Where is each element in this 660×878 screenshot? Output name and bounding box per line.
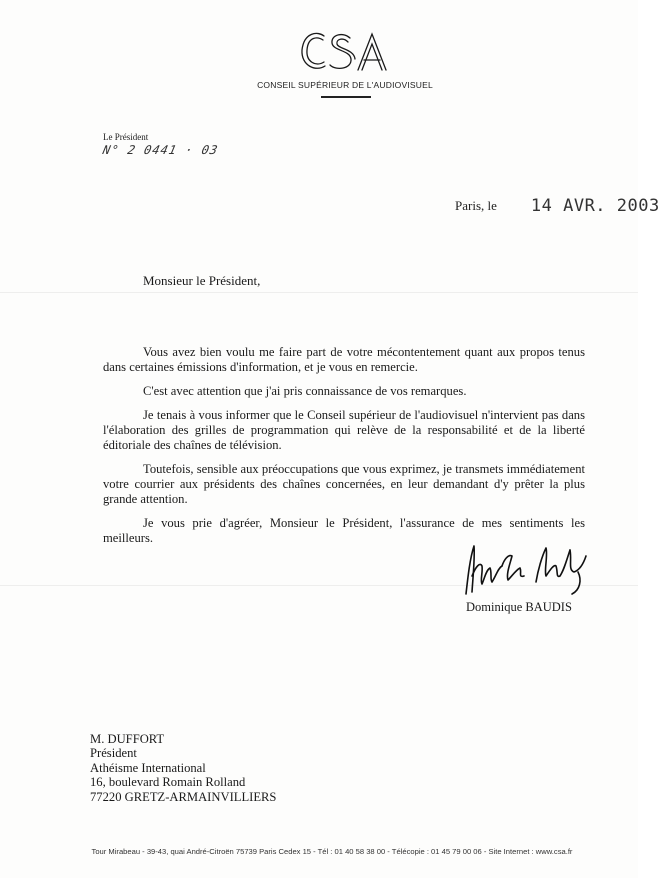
letter-body — [103, 345, 585, 546]
body-paragraph: C'est avec attention que j'ai pris connaissance de vos remarques. — [143, 384, 467, 398]
salutation: Monsieur le Président, — [143, 273, 261, 288]
csa-logo — [298, 28, 388, 76]
date-city: Paris, le — [455, 198, 497, 213]
body-paragraph: Toutefois, sensible aux préoccupations que vous exprimez, je transmets immédiatement votre courrier aux présidents des chaînes concernées, en leur demandant d'y prêter la plus grande attention. — [103, 462, 585, 506]
date-stamp: 14 AVR. 2003 — [530, 196, 660, 216]
recipient-organization: Athéisme International — [90, 760, 206, 775]
reference-number: N° 2 0441 · 03 — [101, 143, 220, 157]
recipient-street: 16, boulevard Romain Rolland — [90, 775, 246, 790]
sender-title: Le Président — [103, 132, 149, 142]
letterhead-footer: Tour Mirabeau - 39-43, quai André-Citroën 75739 Paris Cedex 15 - Tél : 01 40 58 38 00 - Télécopie : 01 45 79 00 06 - Site Internet : www.csa.fr — [91, 847, 573, 856]
signer-name: Dominique BAUDIS — [466, 600, 572, 614]
date-line — [455, 196, 660, 216]
closing-paragraph: Je vous prie d'agréer, Monsieur le Président, l'assurance de mes sentiments les meilleurs. — [103, 516, 585, 545]
letterhead-rule — [321, 96, 371, 98]
handwritten-signature — [458, 536, 593, 598]
recipient-title: Président — [90, 746, 137, 761]
paper-fold-line — [0, 292, 638, 293]
recipient-city: 77220 GRETZ-ARMAINVILLIERS — [90, 789, 277, 804]
recipient-name: M. DUFFORT — [90, 732, 165, 746]
organization-name: CONSEIL SUPÉRIEUR DE L'AUDIOVISUEL — [257, 80, 433, 90]
body-paragraph: Vous avez bien voulu me faire part de votre mécontentement quant aux propos tenus dans certaines émissions d'information, et je vous en remercie. — [103, 345, 585, 374]
recipient-address — [90, 732, 276, 804]
body-paragraph: Je tenais à vous informer que le Conseil supérieur de l'audiovisuel n'intervient pas dans l'élaboration des grilles de programmation qui relève de la responsabilité et de la liberté éditoriale des chaînes de télévision. — [103, 408, 585, 452]
